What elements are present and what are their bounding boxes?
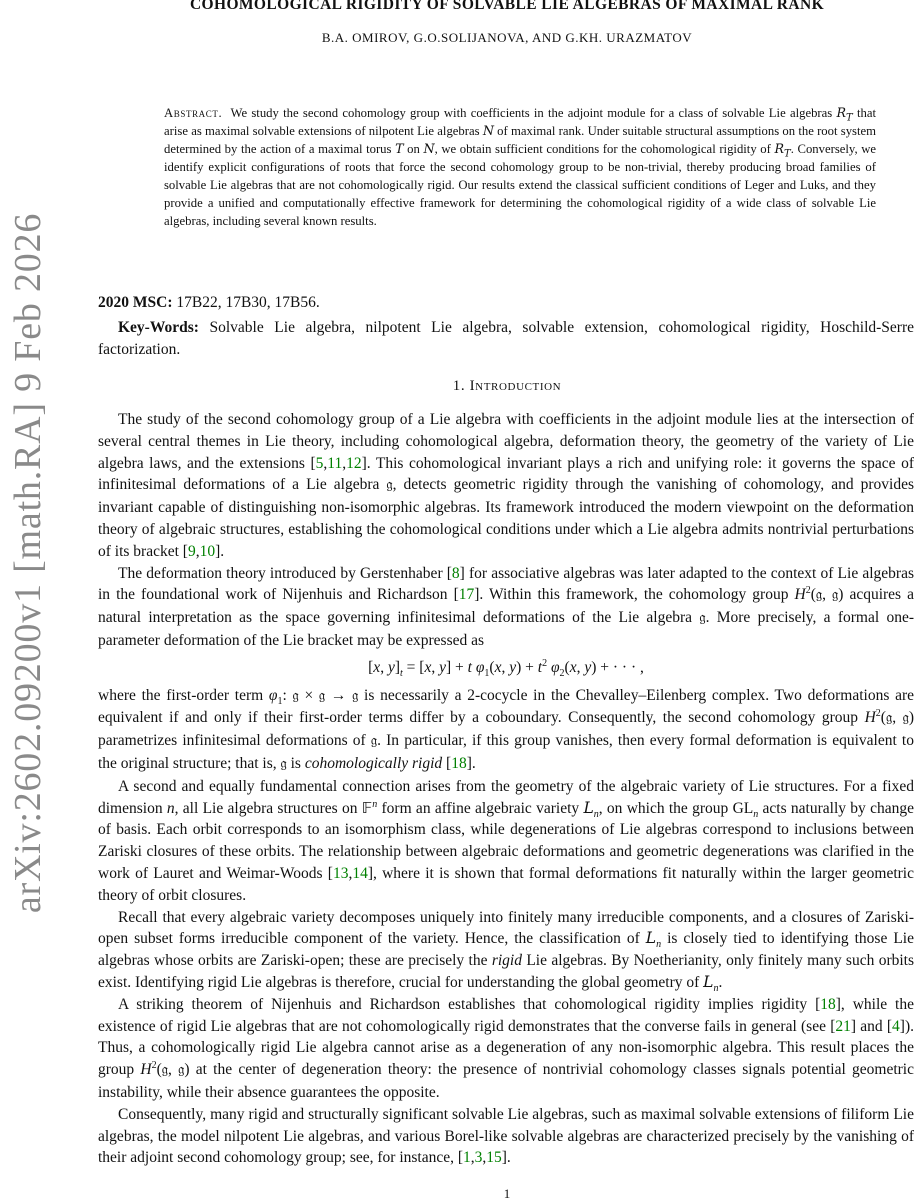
citation-link[interactable]: 21 <box>835 1017 851 1035</box>
arxiv-identifier: arXiv:2602.09200v1 [math.RA] 9 Feb 2026 <box>7 212 49 914</box>
keywords-text: Solvable Lie algebra, nilpotent Lie algebra, solvable extension, cohomological rigidity, Hoschild-Serre factorization. <box>98 319 914 358</box>
msc-codes: 17B22, 17B30, 17B56. <box>176 294 320 311</box>
paper-title: COHOMOLOGICAL RIGIDITY OF SOLVABLE LIE ALGEBRAS OF MAXIMAL RANK <box>189 0 825 13</box>
abstract-label: Abstract. <box>164 106 223 120</box>
paragraph: The study of the second cohomology group of a Lie algebra with coefficients in the adjoint module lies at the intersection of several central themes in Lie theory, including cohomological algebra, deformation theory, the geometry of the variety of Lie algebra laws, and the extensions [5,11,12]. This cohomological invariant plays a rich and unifying role: it governs the space of infinitesimal deformations of a Lie algebra 𝔤, detects geometric rigidity through the vanishing of cohomology, and provides invariant capable of distinguishing non-isomorphic algebras. Its framework introduced the modern viewpoint on the deformation theory of algebraic structures, establishing the cohomological conditions under which a Lie algebra admits nontrivial perturbations of its bracket [9,10]. <box>98 411 914 560</box>
paragraph: The deformation theory introduced by Gerstenhaber [8] for associative algebras was later adapted to the context of Lie algebras in the foundational work of Nijenhuis and Richardson [17]. Within this framework, the cohomology group $H^2(𝔤$, 𝔤) acquires a natural interpretation as the space governing infinitesimal deformations of the Lie algebra 𝔤. More precisely, a formal one-parameter deformation of the Lie bracket may be expressed as <box>98 564 914 649</box>
citation-link[interactable]: 5 <box>315 454 324 472</box>
citation-link[interactable]: 3 <box>474 1149 483 1167</box>
citation-link[interactable]: 17 <box>458 586 475 604</box>
citation-link[interactable]: 1 <box>463 1149 471 1167</box>
citation-link[interactable]: 13 <box>332 864 349 882</box>
paragraph: A second and equally fundamental connection arises from the geometry of the algebraic variety of Lie structures. For a fixed dimension n, all Lie algebra structures on 𝔽$^n$ form an affine algebraic variety $L_n$, on which the group $GL_n$ acts naturally by change of basis. Each orbit corresponds to an isomorphism class, while degenerations of Lie algebras correspond to inclusions between Zariski closures of these orbits. The relationship between algebraic deformations and geometric degenerations was clarified in the work of Lauret and Weimar-Woods [13,14], where it is shown that formal deformations fit naturally within the larger geometric theory of orbit closures. <box>98 777 914 904</box>
citation-link[interactable]: 18 <box>451 754 467 772</box>
deformation-equation: [x, $y]_t = [x$, y] + t $\varphi_1(x$, $y) + t^2$ $\varphi_2(x$, y) + · · · , <box>368 657 644 679</box>
page-number: 1 <box>503 1186 511 1201</box>
citation-link[interactable]: 12 <box>346 454 362 472</box>
citation-link[interactable]: 15 <box>486 1149 502 1167</box>
paper-authors: B.A. OMIROV, G.O.SOLIJANOVA, AND G.KH. URAZMATOV <box>321 30 693 45</box>
body-text <box>98 409 914 1169</box>
keywords-label: Key-Words: <box>118 319 199 336</box>
citation-link[interactable]: 18 <box>820 995 836 1013</box>
keywords <box>98 317 914 361</box>
msc-label: 2020 MSC: <box>98 294 173 311</box>
citation-link[interactable]: 14 <box>352 864 368 882</box>
arxiv-sidebar-stamp <box>2 212 54 914</box>
citation-link[interactable]: 9 <box>187 542 196 560</box>
paragraph: Consequently, many rigid and structurally significant solvable Lie algebras, such as maximal solvable extensions of filiform Lie algebras, the model nilpotent Lie algebras, and various Borel-like solvable algebras are characterized precisely by the vanishing of their adjoint second cohomology group; see, for instance, [1,3,15]. <box>98 1105 914 1167</box>
paragraph: A striking theorem of Nijenhuis and Richardson establishes that cohomological rigidity implies rigidity [18], while the existence of rigid Lie algebras that are not cohomologically rigid demonstrates that the converse fails in general (see [21] and [4]). Thus, a cohomologically rigid Lie algebra cannot arise as a degeneration of any non-isomorphic algebra. This result places the group $H^2(𝔤$, 𝔤) at the center of degeneration theory: the presence of nontrivial cohomology classes signals potential geometric instability, while their absence guarantees the opposite. <box>98 995 914 1101</box>
paragraph: Recall that every algebraic variety decomposes uniquely into finitely many irreducible components, and a closures of Zariski-open subset forms irreducible component of the variety. Hence, the classification of $L_n$ is closely tied to identifying those Lie algebras whose orbits are Zariski-open; these are precisely the rigid Lie algebras. By Noetherianity, only finitely many such orbits exist. Identifying rigid Lie algebras is therefore, crucial for understanding the global geometry of $L_n$. <box>98 908 914 995</box>
paragraph: where the first-order term $\varphi_1$: 𝔤 × 𝔤 → 𝔤 is necessarily a 2-cocycle in the Chevalley–Eilenberg complex. Two deformations are equivalent if and only if their first-order terms differ by a coboundary. Consequently, the second cohomology group $H^2(𝔤$, 𝔤) parametrizes infinitesimal deformations of 𝔤. In particular, if this group vanishes, then every formal deformation is equivalent to the original structure; that is, 𝔤 is cohomologically rigid [18]. <box>98 686 914 772</box>
citation-link[interactable]: 10 <box>199 542 216 560</box>
citation-link[interactable]: 11 <box>327 454 343 472</box>
citation-link[interactable]: 4 <box>892 1017 900 1035</box>
section-heading-introduction: 1. Introduction <box>452 378 562 394</box>
abstract: Abstract. We study the second cohomology group with coefficients in the adjoint module for a class of solvable Lie algebras $R_T$ that arise as maximal solvable extensions of nilpotent Lie algebras N of maximal rank. Under suitable structural assumptions on the root system determined by the action of a maximal torus T on N, we obtain sufficient conditions for the cohomological rigidity of $R_T$. Conversely, we identify explicit configurations of roots that force the second cohomology group to be non-trivial, thereby producing broad families of solvable Lie algebras that are not cohomologically rigid. Our results extend the classical sufficient conditions of Leger and Luks, and they provide a unified and computationally effective framework for determining the cohomological rigidity of a wide class of solvable Lie algebras, including several known results. <box>164 105 877 228</box>
msc-classification <box>98 294 320 312</box>
citation-link[interactable]: 8 <box>451 564 460 582</box>
